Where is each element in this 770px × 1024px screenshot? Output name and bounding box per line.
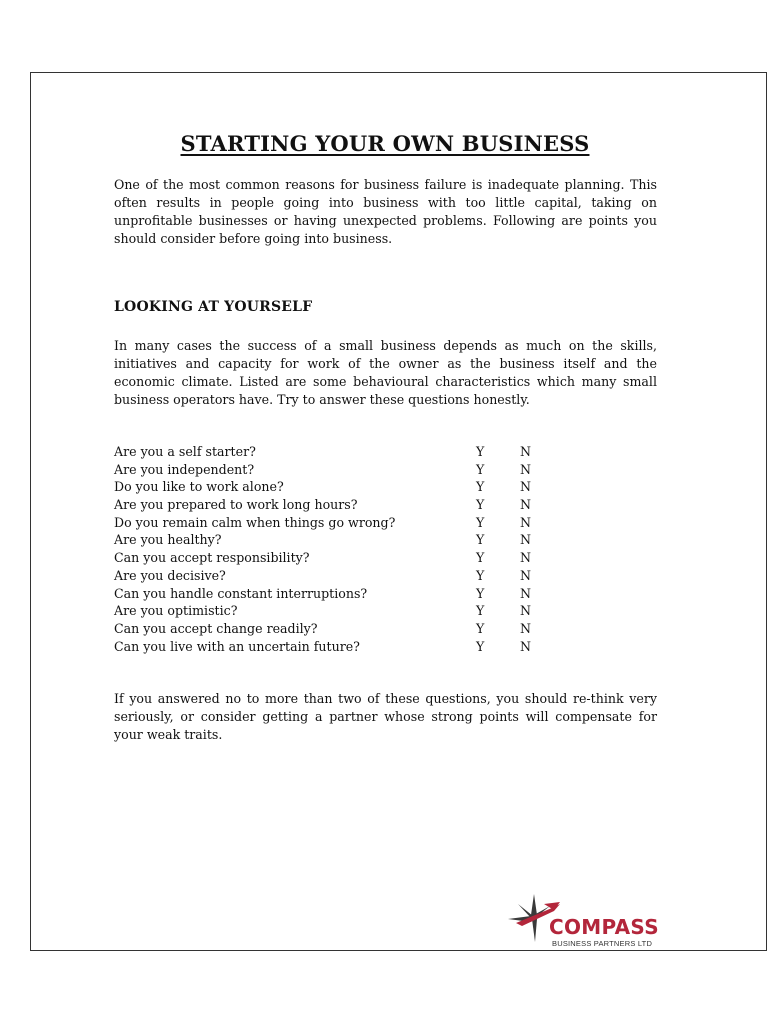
question-row	[114, 638, 554, 656]
question-row	[114, 567, 554, 585]
yes-option[interactable]: Y	[476, 550, 485, 566]
question-text: Are you a self starter?	[114, 444, 256, 459]
yes-option[interactable]: Y	[476, 620, 485, 636]
yes-option[interactable]: Y	[476, 444, 485, 459]
question-text: Can you handle constant interruptions?	[114, 585, 368, 601]
yes-option[interactable]: Y	[476, 585, 485, 601]
question-row	[114, 531, 554, 549]
section-heading: LOOKING AT YOURSELF	[114, 299, 313, 315]
section-paragraph: In many cases the success of a small business depends as much on the skills, initiatives and capacity for work of the owner as the business itself and the economic climate. Listed are some behavioural characteristics which many small business operators have. Try to answer these questions honestly.	[114, 338, 657, 407]
yes-option[interactable]: Y	[476, 461, 485, 477]
question-text: Are you independent?	[114, 461, 255, 477]
yes-option[interactable]: Y	[476, 567, 485, 583]
question-text: Do you remain calm when things go wrong?	[114, 514, 396, 530]
question-text: Are you healthy?	[114, 532, 222, 548]
yes-option[interactable]: Y	[476, 479, 485, 495]
no-option[interactable]: N	[520, 603, 532, 619]
question-row	[114, 443, 554, 461]
question-text: Are you optimistic?	[114, 603, 238, 619]
no-option[interactable]: N	[520, 479, 532, 495]
no-option[interactable]: N	[520, 532, 532, 548]
question-row	[114, 514, 554, 532]
question-text: Can you accept change readily?	[114, 620, 318, 636]
closing-paragraph: If you answered no to more than two of these questions, you should re-think very seriously, or consider getting a partner whose strong points will compensate for your weak traits.	[114, 691, 657, 742]
question-text: Are you decisive?	[114, 567, 226, 583]
no-option[interactable]: N	[520, 585, 532, 601]
intro-paragraph: One of the most common reasons for business failure is inadequate planning. This often results in people going into business with too little capital, taking on unprofitable businesses or having unexpected problems. Following are points you should consider before going into business.	[114, 177, 657, 246]
no-option[interactable]: N	[520, 567, 532, 583]
logo-subtitle: BUSINESS PARTNERS LTD	[552, 939, 653, 948]
yes-option[interactable]: Y	[476, 638, 485, 654]
question-row	[114, 549, 554, 567]
question-row	[114, 478, 554, 496]
yes-option[interactable]: Y	[476, 497, 485, 513]
question-list	[114, 443, 554, 655]
question-text: Do you like to work alone?	[114, 479, 284, 495]
no-option[interactable]: N	[520, 550, 532, 566]
yes-option[interactable]: Y	[476, 532, 485, 548]
no-option[interactable]: N	[520, 514, 532, 530]
yes-option[interactable]: Y	[476, 603, 485, 619]
question-row	[114, 585, 554, 603]
question-text: Can you accept responsibility?	[114, 550, 310, 566]
yes-option[interactable]: Y	[476, 514, 485, 530]
question-row	[114, 461, 554, 479]
document-title: STARTING YOUR OWN BUSINESS	[180, 131, 590, 156]
question-row	[114, 620, 554, 638]
company-logo	[504, 890, 659, 948]
no-option[interactable]: N	[520, 620, 532, 636]
question-text: Are you prepared to work long hours?	[114, 497, 358, 513]
no-option[interactable]: N	[520, 638, 532, 654]
question-text: Can you live with an uncertain future?	[114, 638, 360, 654]
no-option[interactable]: N	[520, 444, 532, 459]
no-option[interactable]: N	[520, 497, 532, 513]
logo-wordmark: COMPASS	[549, 915, 659, 939]
no-option[interactable]: N	[520, 461, 532, 477]
question-row	[114, 496, 554, 514]
question-row	[114, 602, 554, 620]
